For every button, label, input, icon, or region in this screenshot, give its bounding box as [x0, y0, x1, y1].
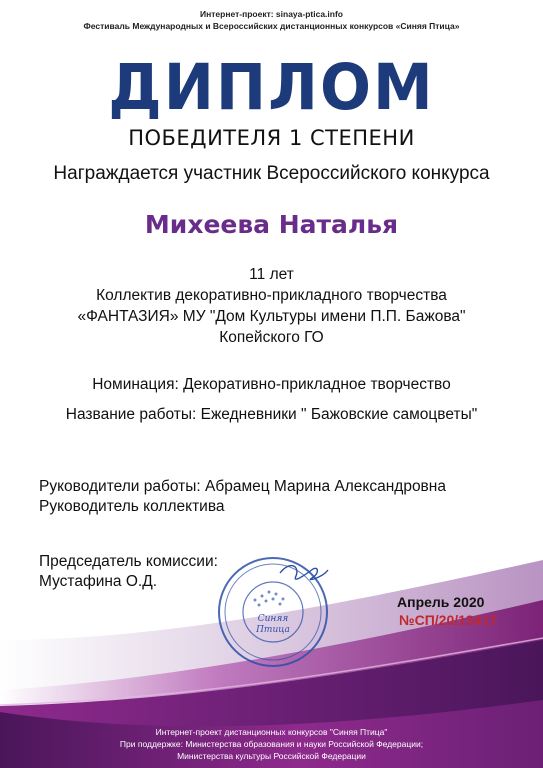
- header-project: Интернет-проект: sinaya-ptica.info: [200, 9, 343, 19]
- participant-age: 11 лет: [249, 266, 294, 283]
- nomination: Номинация: Декоративно-прикладное творчество: [92, 376, 451, 393]
- awarded-text: Награждается участник Всероссийского конкурса: [53, 163, 490, 184]
- footer-ministry: Министерства культуры Российской Федерации: [177, 751, 366, 761]
- collective-line-3: Копейского ГО: [219, 329, 324, 346]
- chair-label: Председатель комиссии:: [39, 553, 218, 570]
- stamp-text-2: Птица: [256, 625, 290, 635]
- diploma-subtitle: ПОБЕДИТЕЛЯ 1 СТЕПЕНИ: [128, 126, 415, 150]
- supervisor-role: Руководитель коллектива: [39, 498, 225, 515]
- collective-line-1: Коллектив декоративно-прикладного творчества: [96, 287, 447, 304]
- issue-date: Апрель 2020: [397, 594, 485, 610]
- chair-name: Мустафина О.Д.: [39, 573, 158, 590]
- diploma-title: ДИПЛОМ: [108, 51, 435, 125]
- header-festival: Фестиваль Международных и Всероссийских дистанционных конкурсов «Синяя Птица»: [83, 21, 460, 31]
- footer-project: Интернет-проект дистанционных конкурсов "Синяя Птица": [155, 727, 388, 737]
- diploma-number: №СП/20/13417: [399, 612, 498, 628]
- supervisors: Руководители работы: Абрамец Марина Александровна: [39, 478, 446, 495]
- footer-support: При поддержке: Министерства образования и науки Российской Федерации;: [119, 739, 424, 749]
- stamp-text-1: Синяя: [257, 614, 289, 624]
- work-title: Название работы: Ежедневники " Бажовские самоцветы": [65, 406, 478, 423]
- winner-name: Михеева Наталья: [144, 210, 399, 239]
- collective-line-2: «ФАНТАЗИЯ» МУ "Дом Культуры имени П.П. Бажова": [77, 308, 466, 325]
